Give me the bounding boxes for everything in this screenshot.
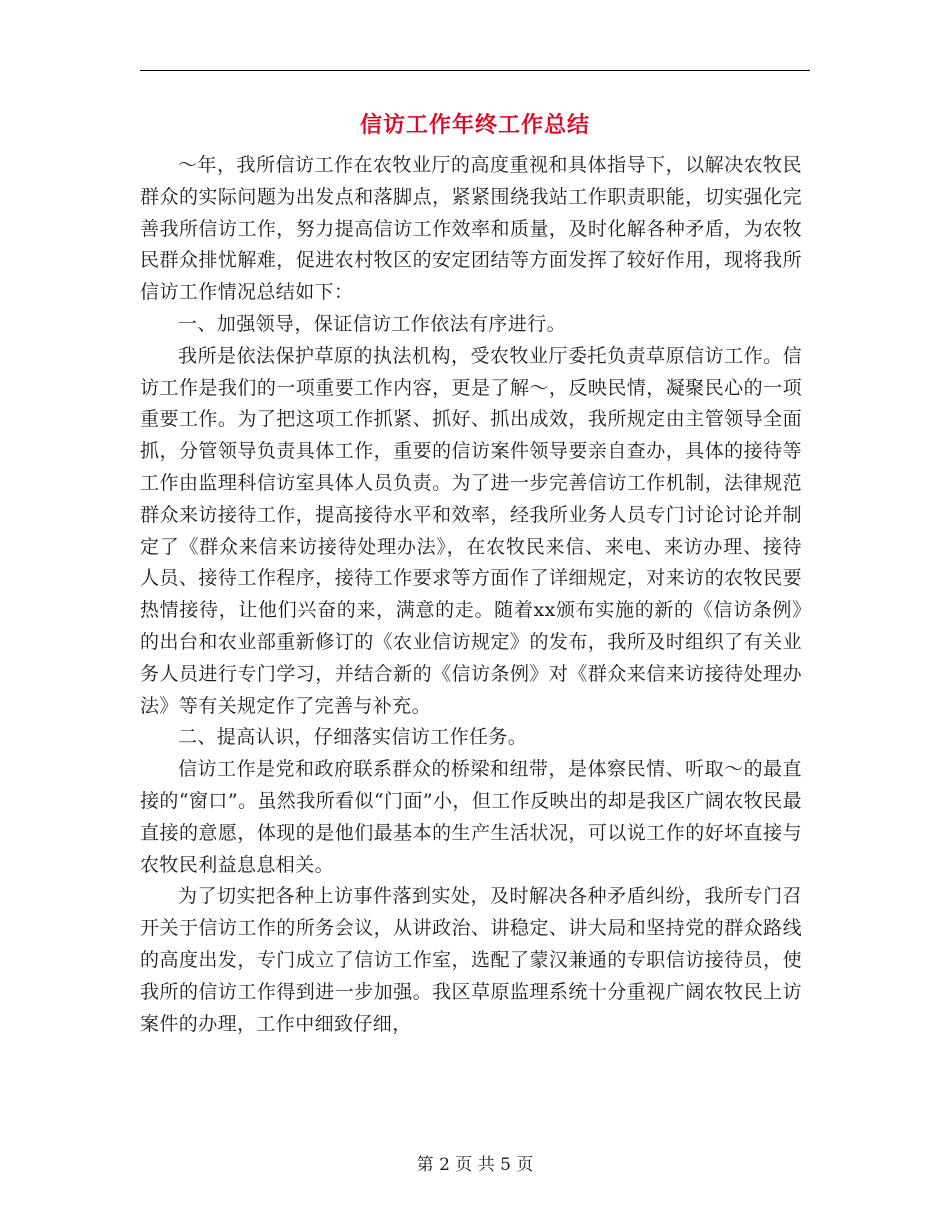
paragraph-section-1: 我所是依法保护草原的执法机构，受农牧业厅委托负责草原信访工作。信访工作是我们的一项重要工作内容，更是了解～，反映民情，凝聚民心的一项重要工作。为了把这项工作抓紧、抓好、抓出成效，我所规定由主管领导全面抓，分管领导负责具体工作，重要的信访案件领导要亲自查办，具体的接待等工作由监理科信访室具体人员负责。为了进一步完善信访工作机制，法律规范群众来访接待工作，提高接待水平和效率，经我所业务人员专门讨论讨论并制定了《群众来信来访接待处理办法》，在农牧民来信、来电、来访办理、接待人员、接待工作程序，接待工作要求等方面作了详细规定，对来访的农牧民要热情接待，让他们兴奋的来，满意的走。随着xx颁布实施的新的《信访条例》的出台和农业部重新修订的《农业信访规定》的发布，我所及时组织了有关业务人员进行专门学习，并结合新的《信访条例》对《群众来信来访接待处理办法》等有关规定作了完善与补充。 bbox=[140, 344, 802, 717]
document-body bbox=[140, 150, 802, 1040]
section-heading-1: 一、加强领导，保证信访工作依法有序进行。 bbox=[178, 312, 567, 335]
paragraph-intro: ～年，我所信访工作在农牧业厅的高度重视和具体指导下，以解决农牧民群众的实际问题为出发点和落脚点，紧紧围绕我站工作职责职能，切实强化完善我所信访工作，努力提高信访工作效率和质量，及时化解各种矛盾，为农牧民群众排忧解难，促进农村牧区的安定团结等方面发挥了较好作用，现将我所信访工作情况总结如下： bbox=[140, 154, 802, 304]
section-heading-2: 二、提高认识，仔细落实信访工作任务。 bbox=[178, 726, 528, 749]
header-rule bbox=[140, 70, 810, 71]
paragraph-section-2a: 信访工作是党和政府联系群众的桥梁和纽带，是体察民情、听取～的最直接的“窗口”。虽然我所看似“门面”小，但工作反映出的却是我区广阔农牧民最直接的意愿，体现的是他们最基本的生产生活状况，可以说工作的好坏直接与农牧民利益息息相关。 bbox=[140, 758, 802, 876]
page-number: 第 2 页 共 5 页 bbox=[416, 1155, 534, 1175]
paragraph-section-2b: 为了切实把各种上访事件落到实处，及时解决各种矛盾纠纷，我所专门召开关于信访工作的所务会议，从讲政治、讲稳定、讲大局和坚持党的群众路线的高度出发，专门成立了信访工作室，选配了蒙汉兼通的专职信访接待员，使我所的信访工作得到进一步加强。我区草原监理系统十分重视广阔农牧民上访案件的办理，工作中细致仔细， bbox=[140, 885, 802, 1035]
document-title: 信访工作年终工作总结 bbox=[359, 112, 590, 138]
